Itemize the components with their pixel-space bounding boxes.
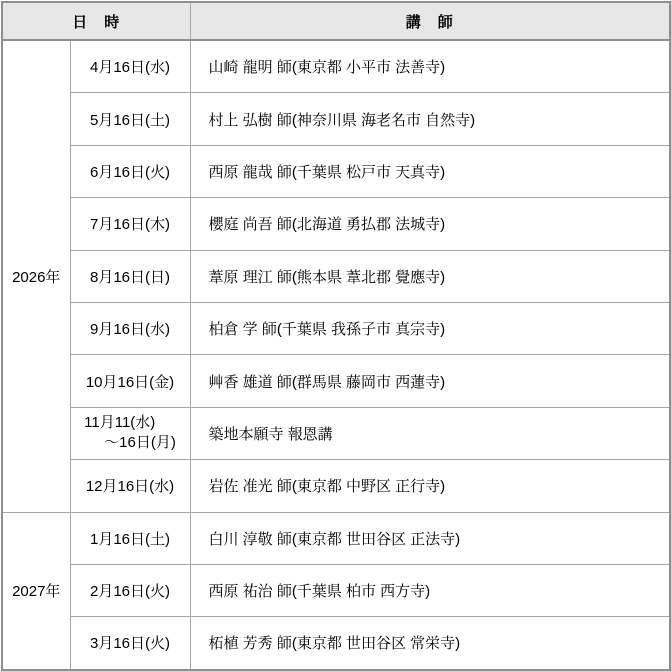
lecturer-cell: 葦原 理江 師(熊本県 葦北郡 覺應寺) [190,250,670,302]
header-row [2,2,670,40]
table-row [2,407,670,459]
date-cell: 5月16日(土) [70,93,190,145]
lecturer-cell: 岩佐 准光 師(東京都 中野区 正行寺) [190,460,670,512]
table-row [2,564,670,616]
header-cell-lecturer: 講 師 [190,2,670,40]
lecturer-cell: 西原 祐治 師(千葉県 柏市 西方寺) [190,564,670,616]
table-row [2,145,670,197]
lecturer-cell: 山崎 龍明 師(東京都 小平市 法善寺) [190,40,670,93]
date-cell: 7月16日(木) [70,198,190,250]
date-cell: 3月16日(火) [70,617,190,670]
table-row [2,460,670,512]
lecturer-cell: 柏倉 学 師(千葉県 我孫子市 真宗寺) [190,302,670,354]
date-cell: 6月16日(火) [70,145,190,197]
lecturer-cell: 西原 龍哉 師(千葉県 松戸市 天真寺) [190,145,670,197]
lecturer-cell: 築地本願寺 報恩講 [190,407,670,459]
date-cell-range [70,407,190,459]
table-row [2,40,670,93]
table-row [2,302,670,354]
lecture-schedule-table [1,1,671,671]
table-row [2,93,670,145]
date-cell: 1月16日(土) [70,512,190,564]
lecturer-cell: 艸香 雄道 師(群馬県 藤岡市 西蓮寺) [190,355,670,407]
lecturer-cell: 櫻庭 尚吾 師(北海道 勇払郡 法城寺) [190,198,670,250]
date-range [84,413,176,453]
table-row [2,198,670,250]
header-cell-datetime: 日 時 [2,2,190,40]
date-range-start: 11月11(水) [84,414,156,432]
date-cell: 9月16日(水) [70,302,190,354]
lecturer-cell: 柘植 芳秀 師(東京都 世田谷区 常栄寺) [190,617,670,670]
table-row [2,250,670,302]
year-cell-2027: 2027年 [2,512,70,670]
date-cell: 12月16日(水) [70,460,190,512]
date-cell: 4月16日(水) [70,40,190,93]
lecturer-cell: 白川 淳敬 師(東京都 世田谷区 正法寺) [190,512,670,564]
date-cell: 8月16日(日) [70,250,190,302]
table-row [2,512,670,564]
year-cell-2026: 2026年 [2,40,70,512]
date-range-end: ～16日(月) [104,434,176,452]
date-cell: 10月16日(金) [70,355,190,407]
date-cell: 2月16日(火) [70,564,190,616]
table-row [2,355,670,407]
table-row [2,617,670,670]
lecturer-cell: 村上 弘樹 師(神奈川県 海老名市 自然寺) [190,93,670,145]
